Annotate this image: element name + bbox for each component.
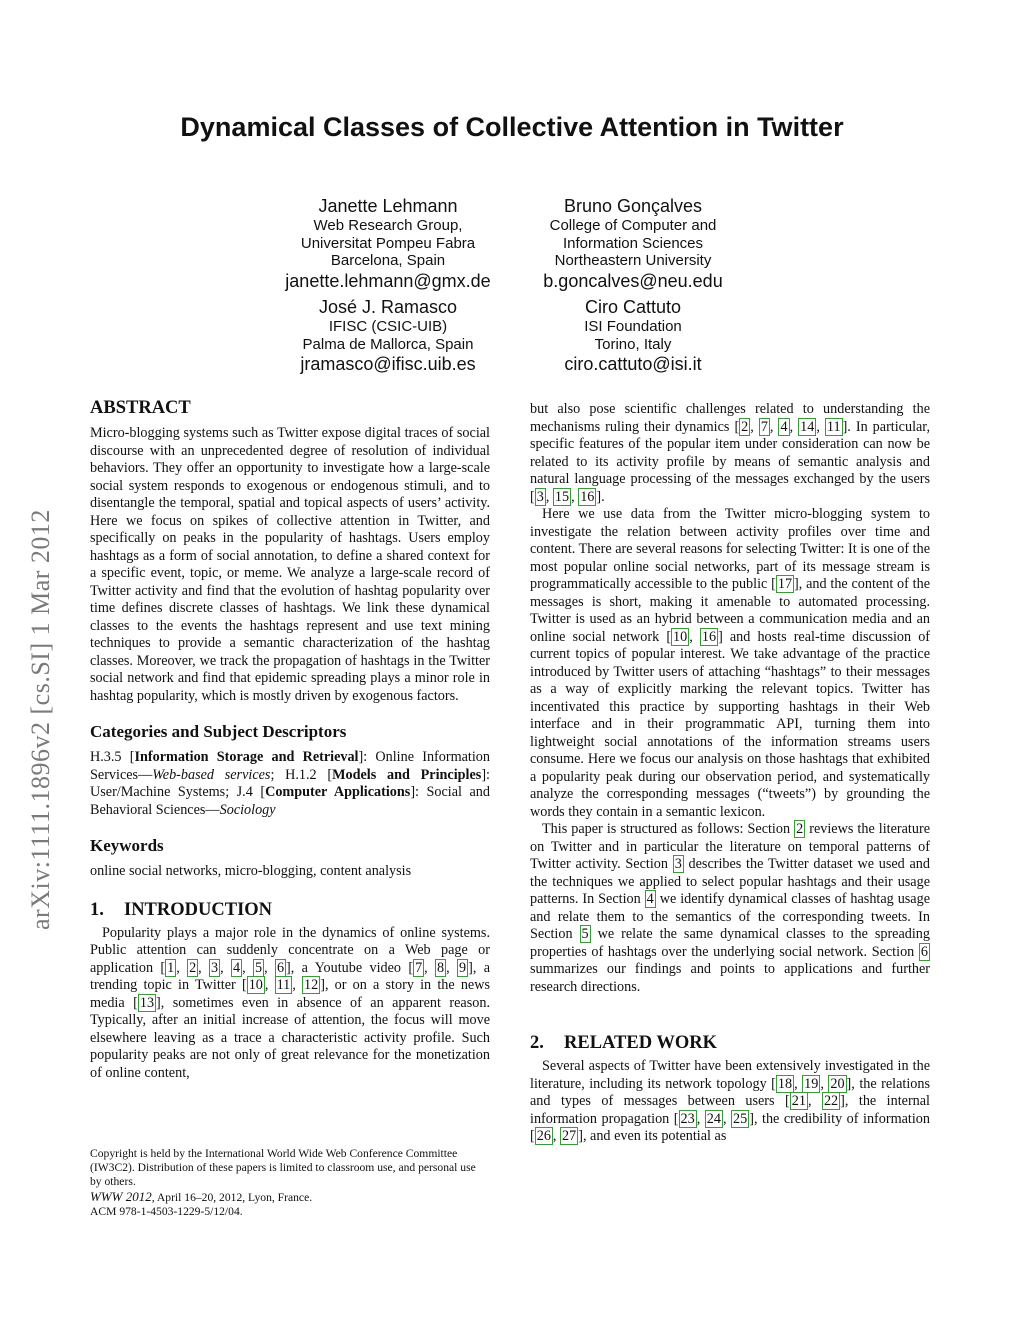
author-affiliation: College of Computer and <box>549 217 717 234</box>
body-paragraph <box>530 821 930 996</box>
acm-line: ACM 978-1-4503-1229-5/12/04. <box>90 1204 243 1218</box>
citation-link[interactable]: 22 <box>823 1093 839 1109</box>
categories-text <box>90 749 490 819</box>
citation-link[interactable]: 4 <box>780 418 788 435</box>
text-run: but also pose scientific challenges related to understanding the mechanisms ruling their dynamics <box>530 401 930 435</box>
text-run: , and even its potential as <box>582 1128 727 1144</box>
section-title: INTRODUCTION <box>124 899 273 920</box>
citation-link[interactable]: 16 <box>580 488 595 505</box>
author-affiliation: Web Research Group, <box>313 217 463 234</box>
abstract-heading: ABSTRACT <box>90 398 191 418</box>
keywords-heading: Keywords <box>90 836 164 855</box>
citation-link[interactable]: 24 <box>706 1110 721 1127</box>
venue-line <box>90 1190 490 1205</box>
citation-link[interactable]: 7 <box>415 959 423 976</box>
citation-link[interactable]: 10 <box>673 628 688 645</box>
author-name: Bruno Gonçalves <box>563 196 703 216</box>
bold-run: Computer Applications <box>265 784 411 800</box>
text-run: This paper is structured as follows: Section <box>542 821 795 837</box>
citation-link[interactable]: 3 <box>211 959 219 976</box>
citation-link[interactable]: 10 <box>248 977 263 993</box>
text-run: ; H.1.2 [ <box>270 766 333 783</box>
text-run: describes the Twitter dataset we used and the techniques we applied to select popular hashtags and their usage patterns. In Section <box>530 856 930 907</box>
author-block <box>258 296 518 375</box>
author-affiliation: Palma de Mallorca, Spain <box>302 335 474 353</box>
intro-paragraph: Popularity plays a major role in the dynamics of online systems. Public attention can suddenly concentrate on a Web page or application [ 1 , 2 , 3 , 4 , 5 , 6 ], a Youtube video [ 7 , 8 , 9 ], a trending topic in Twitter [ 10 , 11 , 12 ], or on a story in the news media [ 13 ], sometimes even in absence of an apparent reason. Typically, after an initial increase of attention, the focus will move elsewhere leaving as a trace a characteristic activity profile. Such popularity peaks are not only of great relevance for the monetization of online content, <box>90 924 491 1081</box>
text-run: summarizes our findings and points to applications and further research directions. <box>530 961 930 995</box>
left-column <box>90 397 490 1082</box>
citation-link[interactable]: 7 <box>760 418 768 435</box>
author-name: Ciro Cattuto <box>584 297 682 317</box>
section-link[interactable]: 6 <box>920 943 928 960</box>
venue-details: , April 16–20, 2012, Lyon, France. <box>151 1190 313 1204</box>
italic-run: Web-based services <box>152 766 271 783</box>
section-link[interactable]: 5 <box>581 926 589 942</box>
author-email[interactable]: janette.lehmann@gmx.de <box>285 270 491 291</box>
text-run: . <box>601 488 605 505</box>
abstract-text: Micro-blogging systems such as Twitter expose digital traces of social discourse with an unprecedented degree of resolution of individual behaviors. They offer an opportunity to investigate how a large-scale social system responds to exogenous or endogenous stimuli, and to disentangle the temporal, spatial and topical aspects of users’ activity. Here we focus on spikes of collective attention in Twitter, and specifically on peaks in the popularity of hashtags. Users employ hashtags as a form of social annotation, to define a shared context for a specific event, topic, or meme. We analyze a large-scale record of Twitter activity and find that the evolution of hashtag popularity over time defines discrete classes of hashtags. We link these dynamical classes to the events the hashtags represent and use text mining techniques to provide a semantic characterization of the hashtag classes. Moreover, we track the propagation of hashtags in the Twitter social network and find that epidemic spreading plays a minor role in hashtag popularity, which is mostly driven by exogenous factors. <box>90 425 490 704</box>
text-run: , or on a story in the news media <box>90 977 490 1011</box>
citation-link[interactable]: 17 <box>777 576 793 592</box>
author-affiliation: Barcelona, Spain <box>330 252 446 269</box>
citation-link[interactable]: 20 <box>830 1075 845 1092</box>
citation-link[interactable]: 21 <box>791 1093 806 1109</box>
section-title: RELATED WORK <box>564 1033 717 1053</box>
author-name: Janette Lehmann <box>318 196 458 216</box>
copyright-block <box>90 1147 490 1219</box>
citation-link[interactable]: 15 <box>554 488 570 505</box>
citation-link[interactable]: 2 <box>189 959 197 976</box>
citation-link[interactable]: 8 <box>437 959 445 976</box>
author-block <box>258 195 518 292</box>
text-run: , a Youtube video <box>290 959 409 976</box>
bold-run: Models and Principles <box>332 766 482 783</box>
text-run: we relate the same dynamical classes to the spreading properties of hashtags over the underlying social network. Section <box>530 926 930 960</box>
citation-link[interactable]: 19 <box>804 1075 819 1092</box>
author-affiliation: IFISC (CSIC-UIB) <box>328 318 448 335</box>
text-run: ]: Social and Behavioral Sciences— <box>90 784 490 818</box>
text-run: and hosts real-time discussion of current topics of popular interest. We take advantage of the practice introduced by Twitter users of attaching “hashtags” to their messages as a way of explicitly marking the relevant topics. Twitter has incentivated this practice by supporting hashtags in their Web interface and in their programmatic API, turning them into lightweight social annotations of the information streams users consume. Here we focus our analysis on those hashtags that exhibited a popularity peak during our observation period, and systematically analyze the corresponding messages (“tweets”) by grounding the words they contain in a semantic lexicon. <box>530 628 931 820</box>
citation-link[interactable]: 1 <box>167 959 175 976</box>
text-run: ]: Online Information Services— <box>90 749 490 783</box>
section-link[interactable]: 4 <box>646 891 654 907</box>
citation-link[interactable]: 12 <box>304 977 319 993</box>
text-run: , the internal information propagation <box>530 1093 931 1127</box>
venue-name: WWW 2012 <box>90 1188 152 1204</box>
citation-link[interactable]: 23 <box>680 1110 695 1127</box>
section-number: 1. <box>90 899 104 920</box>
citation-link[interactable]: 27 <box>562 1128 577 1144</box>
citation-link[interactable]: 26 <box>536 1128 551 1144</box>
text-run: , the relations and types of messages between users <box>530 1075 931 1109</box>
section-number: 2. <box>530 1033 544 1053</box>
text-run: , a trending topic in Twitter <box>90 959 491 993</box>
author-email[interactable]: b.goncalves@neu.edu <box>543 270 723 291</box>
keywords-text: online social networks, micro-blogging, content analysis <box>90 863 412 879</box>
text-run: Popularity plays a major role in the dynamics of online systems. Public attention can suddenly concentrate on a Web page or application <box>90 924 490 976</box>
text-run: ]: User/Machine Systems; J.4 [ <box>90 766 490 800</box>
citation-link[interactable]: 11 <box>826 418 841 435</box>
citation-link[interactable]: 4 <box>233 959 241 976</box>
arxiv-stamp: arXiv:1111.1896v2 [cs.SI] 1 Mar 2012 <box>26 509 55 930</box>
citation-link[interactable]: 9 <box>459 959 467 976</box>
citation-link[interactable]: 25 <box>733 1110 748 1127</box>
citation-link[interactable]: 14 <box>800 418 815 435</box>
right-column <box>530 401 930 1146</box>
citation-link[interactable]: 6 <box>276 959 285 976</box>
author-affiliation: Universitat Pompeu Fabra <box>300 234 476 252</box>
citation-link[interactable]: 16 <box>701 628 717 645</box>
section-link[interactable]: 2 <box>796 821 804 837</box>
author-email[interactable]: jramasco@ifisc.uib.es <box>300 354 476 374</box>
author-affiliation: Northeastern University <box>554 252 712 269</box>
body-paragraph: Here we use data from the Twitter micro-blogging system to investigate the relation between activity profiles over time and content. There are several reasons for selecting Twitter: It is one of the most popular online social networks, part of its message stream is programmatically accessible to the public [ 17 ], and the content of the messages is short, making it amenable to automated processing. Twitter is used as an hybrid between a communication media and an online social network [ 10 , 16 ] and hosts real-time discussion of current topics of popular interest. We take advantage of the practice introduced by Twitter users of attaching “hashtags” to their messages as a way of explicitly marking the relevant topics. Twitter has incentivated this practice by supporting hashtags in their Web interface and in their programmatic API, turning them into lightweight social annotations of the information streams users consume. Here we focus our analysis on those hashtags that exhibited a popularity peak during our observation period, and systematically analyze the corresponding messages (“tweets”) by grounding the words they contain in a semantic lexicon. <box>530 506 931 820</box>
author-name: José J. Ramasco <box>318 297 458 317</box>
citation-link[interactable]: 5 <box>254 959 263 976</box>
author-affiliation: Information Sciences <box>562 234 704 252</box>
citation-link[interactable]: 2 <box>741 418 749 435</box>
intro-heading <box>90 899 490 921</box>
related-work-heading <box>530 1032 930 1054</box>
author-affiliation: ISI Foundation <box>584 318 682 335</box>
text-run: , and the content of the messages is short, making it amenable to automated processing. Twitter is used as an hybrid between a communication media and an online social network <box>530 576 930 645</box>
author-block <box>503 296 763 375</box>
text-run: , the credibility of information <box>753 1110 930 1127</box>
citation-link[interactable]: 11 <box>276 977 291 993</box>
author-affiliation: Torino, Italy <box>594 335 672 353</box>
text-run: reviews the literature on Twitter and in particular the literature on temporal patterns of Twitter activity. Section <box>530 821 930 872</box>
text-run: , sometimes even in absence of an apparent reason. Typically, after an initial increase of attention, the focus will move elsewhere leaving as a trace a characteristic activity profile. Such popularity peaks are not only of great relevance for the monetization of online content, <box>90 994 490 1081</box>
bold-run: Information Storage and Retrieval <box>134 749 359 765</box>
text-run: Here we use data from the Twitter micro-blogging system to investigate the relation between activity profiles over time and content. There are several reasons for selecting Twitter: It is one of the most popular online social networks, part of its message stream is programmatically accessible to the public <box>530 506 930 592</box>
citation-link[interactable]: 3 <box>536 488 544 505</box>
body-paragraph: but also pose scientific challenges related to understanding the mechanisms ruling their dynamics [ 2 , 7 , 4 , 14 , 11 ]. In particular, specific features of the popular item under consideration can now be related to its activity profile by means of semantic analysis and natural language processing of the messages exchanged by the users [ 3 , 15 , 16 ]. <box>530 401 931 505</box>
author-block <box>503 195 763 292</box>
body-paragraph: Several aspects of Twitter have been extensively investigated in the literature, including its network topology [ 18 , 19 , 20 ], the relations and types of messages between users [ 21 , 22 ], the internal information propagation [ 23 , 24 , 25 ], the credibility of information [ 26 , 27 ], and even its potential as <box>530 1058 931 1144</box>
citation-link[interactable]: 13 <box>139 994 155 1011</box>
italic-run: Sociology <box>219 801 276 818</box>
text-run: H.3.5 [ <box>90 749 135 765</box>
copyright-notice: Copyright is held by the International World Wide Web Conference Committee (IW3C2). Distribution of these papers is limited to classroom use, and personal use by others. <box>90 1147 476 1189</box>
text-run: Several aspects of Twitter have been extensively investigated in the literature, including its network topology <box>530 1058 930 1092</box>
citation-link[interactable]: 18 <box>777 1075 793 1092</box>
categories-heading: Categories and Subject Descriptors <box>90 722 347 741</box>
paper-title: Dynamical Classes of Collective Attention in Twitter <box>180 112 844 142</box>
text-run: we identify dynamical classes of hashtag usage and relate them to the semantics of the corresponding tweets. In Section <box>530 891 930 942</box>
text-run: . In particular, specific features of the popular item under consideration can now be related to its activity profile by means of semantic analysis and natural language processing of the messages exchanged by the users <box>530 418 931 487</box>
section-link[interactable]: 3 <box>674 856 682 872</box>
author-email[interactable]: ciro.cattuto@isi.it <box>564 354 702 374</box>
